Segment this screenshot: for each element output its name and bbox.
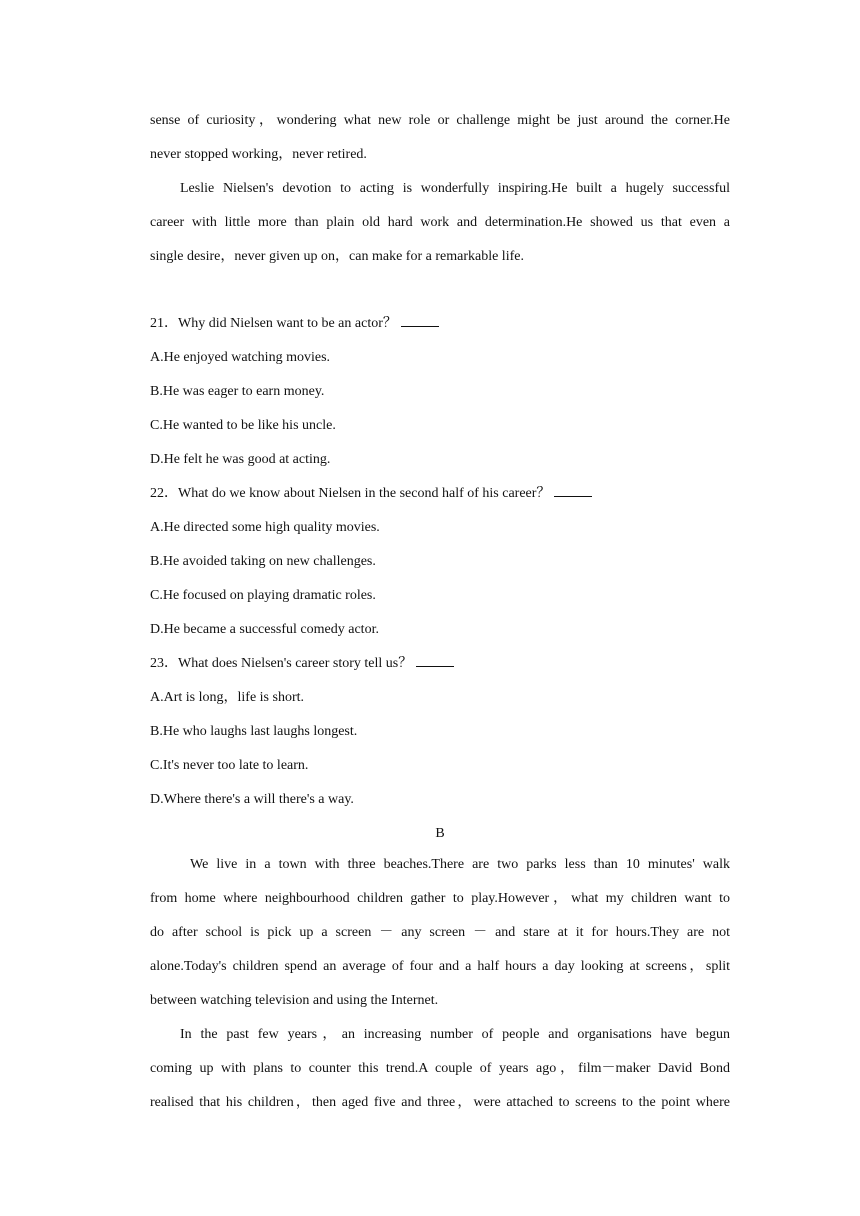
question-list	[150, 307, 730, 851]
question-stem	[150, 647, 730, 681]
option: D.Where there's a will there's a way.	[150, 792, 354, 807]
passage-a	[150, 104, 730, 274]
answer-blank	[416, 652, 454, 667]
paragraph-line: Leslie Nielsen's devotion to acting is wonderfully inspiring.He built a hugely successful	[180, 181, 730, 196]
option: C.He wanted to be like his uncle.	[150, 418, 336, 433]
option: D.He became a successful comedy actor.	[150, 622, 379, 637]
option: A.He directed some high quality movies.	[150, 520, 380, 535]
option: C.He focused on playing dramatic roles.	[150, 588, 376, 603]
question-stem	[150, 477, 730, 511]
option: D.He felt he was good at acting.	[150, 452, 331, 467]
question-stem	[150, 307, 730, 341]
paragraph-line: sense of curiosity，wondering what new role or challenge might be just around the corner.He	[150, 113, 730, 128]
paragraph-line: alone.Today's children spend an average of four and a half hours a day looking at screens，split	[150, 959, 730, 974]
answer-blank	[554, 482, 592, 497]
option: B.He who laughs last laughs longest.	[150, 724, 358, 739]
section-heading: B	[435, 826, 445, 841]
paragraph-line: never stopped working，never retired.	[150, 147, 367, 162]
paragraph-line: between watching television and using the Internet.	[150, 993, 439, 1008]
question-text: 22．What do we know about Nielsen in the second half of his career？	[150, 486, 551, 501]
option: C.It's never too late to learn.	[150, 758, 309, 773]
paragraph-line: We live in a town with three beaches.There are two parks less than 10 minutes' walk	[190, 857, 730, 872]
question-text: 21．Why did Nielsen want to be an actor？	[150, 316, 397, 331]
paragraph-line: single desire，never given up on，can make for a remarkable life.	[150, 249, 524, 264]
paragraph-line: realised that his children，then aged five and three，were attached to screens to the point where	[150, 1095, 730, 1110]
paragraph-line: from home where neighbourhood children gather to play.However，what my children want to	[150, 891, 730, 906]
question-text: 23．What does Nielsen's career story tell us？	[150, 656, 413, 671]
answer-blank	[401, 312, 439, 327]
paragraph-line: In the past few years，an increasing number of people and organisations have begun	[180, 1027, 730, 1042]
option: A.Art is long，life is short.	[150, 690, 304, 705]
passage-b	[150, 848, 730, 1120]
paragraph-line: coming up with plans to counter this trend.A couple of years ago，film－maker David Bond	[150, 1061, 730, 1076]
option: A.He enjoyed watching movies.	[150, 350, 331, 365]
option: B.He avoided taking on new challenges.	[150, 554, 376, 569]
paragraph-line: do after school is pick up a screen － any screen － and stare at it for hours.They are not	[150, 925, 730, 940]
option: B.He was eager to earn money.	[150, 384, 325, 399]
paragraph-line: career with little more than plain old hard work and determination.He showed us that even a	[150, 215, 730, 230]
